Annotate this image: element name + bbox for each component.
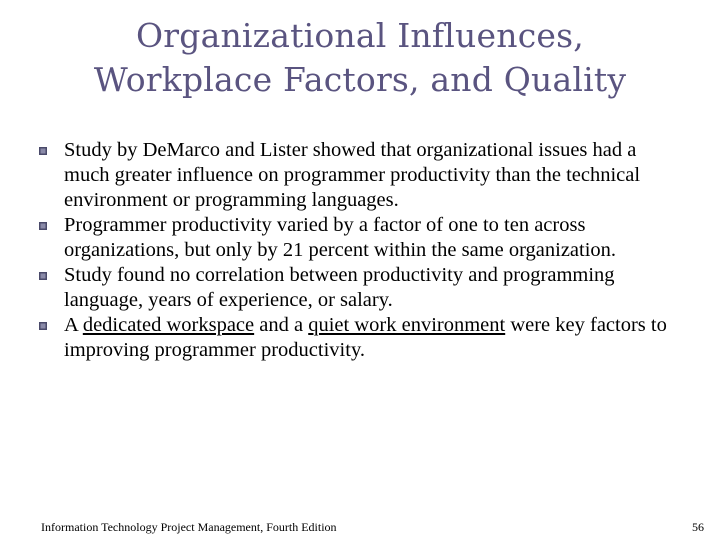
slide-footer: Information Technology Project Management, Fourth Edition [41, 520, 337, 534]
bullet-item-1 [36, 138, 686, 213]
bullet-item-3 [36, 263, 686, 313]
slide-title [0, 14, 720, 102]
bullet-text-4-part-2: and a [254, 314, 309, 336]
square-bullet-icon [38, 221, 48, 231]
page-number: 56 [692, 520, 704, 534]
bullet-text-3: Study found no correlation between productivity and programming language, years of experience, or salary. [64, 264, 615, 311]
slide-title-line-1: Organizational Influences, [136, 16, 584, 55]
bullet-item-4 [36, 313, 686, 363]
bullet-item-2 [36, 213, 686, 263]
underlined-phrase-quiet-work-environment: quiet work environment [308, 314, 506, 336]
underlined-phrase-dedicated-workspace: dedicated workspace [82, 314, 255, 336]
bullet-text-1: Study by DeMarco and Lister showed that organizational issues had a much greater influence on programmer productivity than the technical environment or programming languages. [64, 139, 641, 211]
slide-title-line-2: Workplace Factors, and Quality [93, 60, 627, 99]
bullet-list [36, 138, 686, 363]
bullet-text-4-part-1: A [64, 314, 83, 336]
bullet-text-2: Programmer productivity varied by a factor of one to ten across organizations, but only by 21 percent within the same organization. [64, 214, 617, 261]
bullet-text-4-part-3: were key factors to improving programmer productivity. [64, 314, 667, 361]
square-bullet-icon [38, 321, 48, 331]
square-bullet-icon [38, 146, 48, 156]
square-bullet-icon [38, 271, 48, 281]
